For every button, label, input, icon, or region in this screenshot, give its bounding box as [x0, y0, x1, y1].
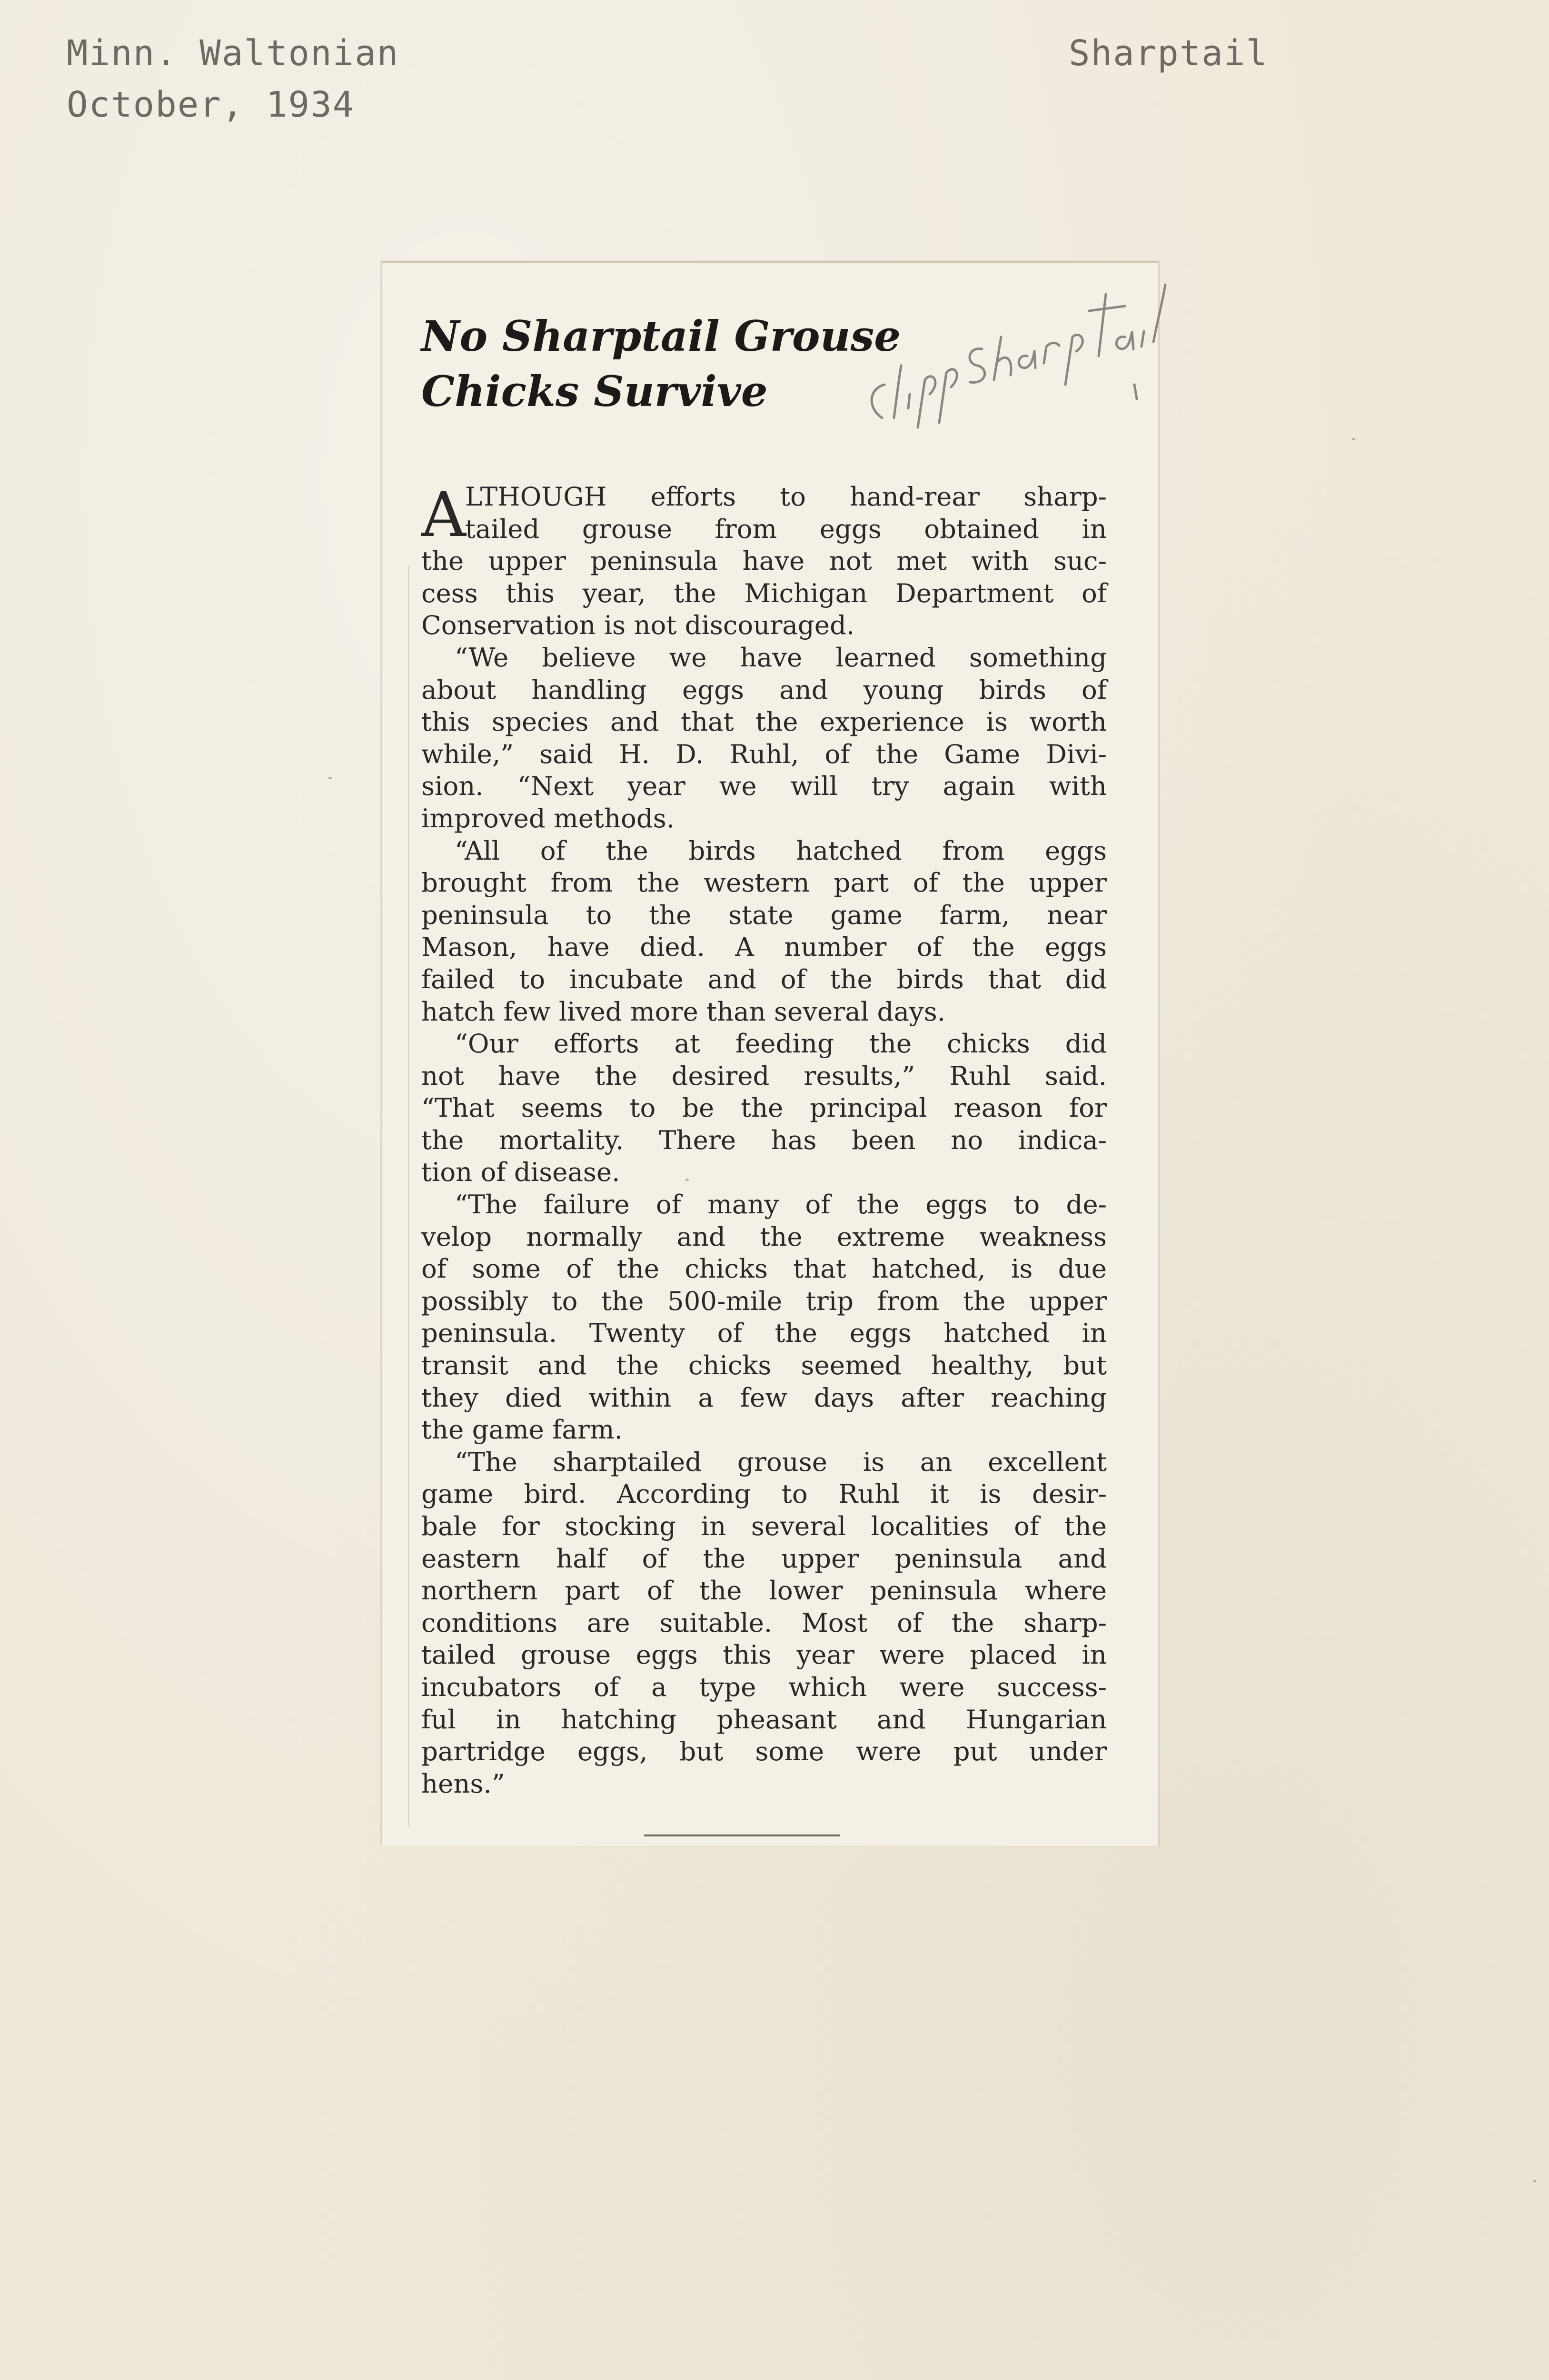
- body-line: Mason, have died. A number of the eggs: [421, 932, 1107, 962]
- body-line: not have the desired results,” Ruhl said.: [421, 1060, 1107, 1091]
- body-line: ful in hatching pheasant and Hungarian: [421, 1704, 1107, 1735]
- body-line: about handling eggs and young birds of: [421, 674, 1107, 705]
- body-line: the game farm.: [421, 1414, 623, 1445]
- body-line: the upper peninsula have not met with suc-: [421, 545, 1107, 576]
- body-line: of some of the chicks that hatched, is due: [421, 1253, 1107, 1284]
- body-line: improved methods.: [421, 803, 675, 833]
- body-line: “The sharptailed grouse is an excellent: [455, 1446, 1107, 1477]
- body-line: LTHOUGH efforts to hand-rear sharp-: [465, 481, 1107, 512]
- drop-cap: A: [421, 478, 466, 551]
- body-line: cess this year, the Michigan Department of: [421, 577, 1107, 608]
- body-line: the mortality. There has been no indica-: [421, 1124, 1107, 1155]
- body-line: while,” said H. D. Ruhl, of the Game Divi-: [421, 738, 1107, 769]
- article-body: [421, 478, 1107, 1800]
- paper-speck: [685, 1179, 689, 1181]
- newspaper-clipping: [381, 261, 1160, 1846]
- body-line: “All of the birds hatched from eggs: [455, 835, 1107, 866]
- body-line: tailed grouse from eggs obtained in: [465, 513, 1107, 544]
- body-line: tailed grouse eggs this year were placed in: [421, 1639, 1107, 1670]
- end-of-article-rule: [644, 1835, 840, 1836]
- paper-speck: [328, 777, 332, 779]
- body-line: partridge eggs, but some were put under: [421, 1736, 1107, 1767]
- body-line: peninsula. Twenty of the eggs hatched in: [421, 1318, 1107, 1349]
- body-line: this species and that the experience is worth: [421, 706, 1107, 737]
- paper-speck: [1533, 2180, 1536, 2182]
- clipping-top-rule: [382, 261, 1158, 263]
- body-line: velop normally and the extreme weakness: [421, 1221, 1107, 1252]
- body-line: Conservation is not discouraged.: [421, 610, 855, 641]
- clipping-fold-line: [408, 565, 409, 1827]
- body-line: failed to incubate and of the birds that did: [421, 963, 1107, 994]
- article-headline: [421, 308, 901, 419]
- body-line: hatch few lived more than several days.: [421, 996, 946, 1027]
- body-line: hens.”: [421, 1768, 505, 1799]
- body-line: tion of disease.: [421, 1157, 620, 1188]
- body-line: bale for stocking in several localities of the: [421, 1511, 1107, 1541]
- handwritten-note: [849, 266, 1192, 466]
- body-line: possibly to the 500-mile trip from the upper: [421, 1285, 1107, 1316]
- typed-source: Minn. Waltonian: [67, 33, 399, 74]
- body-line: incubators of a type which were success-: [421, 1671, 1107, 1702]
- body-line: transit and the chicks seemed healthy, but: [421, 1350, 1107, 1381]
- body-line: game bird. According to Ruhl it is desir-: [421, 1478, 1107, 1509]
- body-line: eastern half of the upper peninsula and: [421, 1543, 1107, 1574]
- body-line: “Our efforts at feeding the chicks did: [455, 1028, 1107, 1059]
- body-line: “The failure of many of the eggs to de-: [455, 1189, 1107, 1220]
- typed-date: October, 1934: [67, 84, 355, 125]
- paper-speck: [1352, 438, 1355, 440]
- body-line: sion. “Next year we will try again with: [421, 771, 1107, 802]
- body-line: peninsula to the state game farm, near: [421, 899, 1107, 930]
- body-line: conditions are suitable. Most of the sharp-: [421, 1607, 1107, 1638]
- body-line: “We believe we have learned something: [455, 642, 1107, 673]
- body-line: they died within a few days after reaching: [421, 1382, 1107, 1413]
- body-line: northern part of the lower peninsula where: [421, 1575, 1107, 1606]
- headline-line-2: Chicks Survive: [421, 367, 768, 416]
- typed-subject: Sharptail: [1069, 33, 1268, 74]
- body-line: brought from the western part of the upper: [421, 867, 1107, 898]
- body-line: “That seems to be the principal reason for: [421, 1092, 1107, 1123]
- headline-line-1: No Sharptail Grouse: [421, 311, 901, 361]
